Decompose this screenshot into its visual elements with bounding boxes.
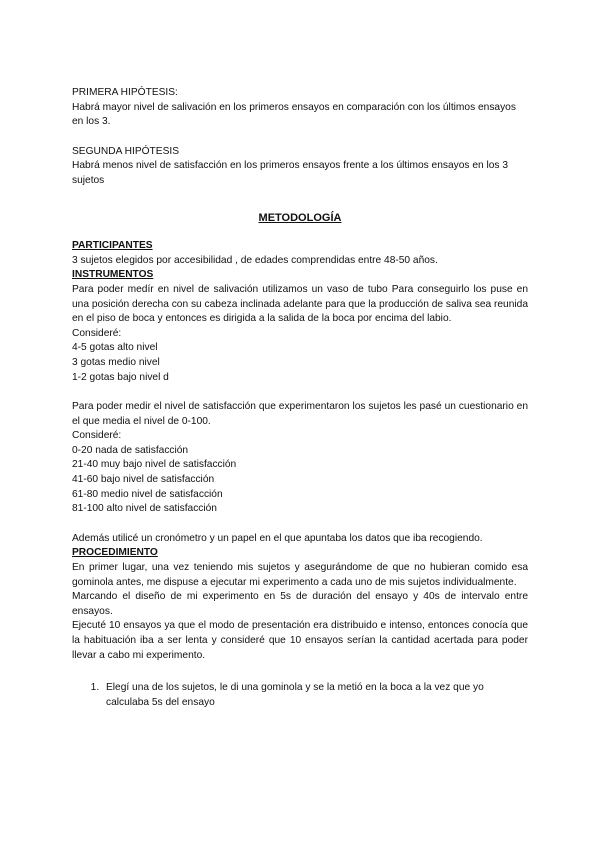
hypothesis-1-label: PRIMERA HIPÓTESIS: [72, 87, 178, 98]
saliva-level-item: 3 gotas medio nivel [72, 356, 160, 368]
saliva-method-text: Para poder medír en nivel de salivación utilizamos un vaso de tubo Para conseguirlo los puse en una posición derecha con su cabeza inclinada adelante para que la producción de saliva sea reunida en el piso de boca y entonces es dirigida a la salida de la boca por encima del labio. [72, 283, 528, 325]
procedure-steps-list [72, 681, 528, 710]
instruments-heading: INSTRUMENTOS [72, 269, 154, 281]
participants-text: 3 sujetos elegidos por accesibilidad , de edades comprendidas entre 48-50 años. [72, 254, 438, 266]
procedure-heading: PROCEDIMIENTO [72, 547, 158, 559]
satisfaction-method-text: Para poder medir el nivel de satisfacción que experimentaron los sujetos les pasé un cuestionario en el que media el nivel de 0-100. [72, 401, 528, 427]
procedure-paragraph-1: En primer lugar, una vez teniendo mis sujetos y asegurándome de que no hubieran comido esa gominola antes, me dispuse a ejecutar mi experimento a cada uno de mis sujetos individualmente. [72, 562, 528, 588]
procedure-paragraph-2: Marcando el diseño de mi experimento en 5s de duración del ensayo y 40s de intervalo entre ensayos. [72, 591, 528, 617]
satisfaction-level-item: 61-80 medio nivel de satisfacción [72, 488, 223, 500]
hypothesis-1-text: Habrá mayor nivel de salivación en los primeros ensayos en comparación con los últimos ensayos en los 3. [72, 101, 516, 128]
satisfaction-level-item: 21-40 muy bajo nivel de satisfacción [72, 459, 237, 471]
hypothesis-2-label: SEGUNDA HIPÓTESIS [72, 145, 179, 157]
saliva-level-item: 1-2 gotas bajo nivel d [72, 371, 169, 383]
document-body [72, 86, 528, 710]
methodology-title: METODOLOGÍA [258, 211, 342, 224]
satisfaction-consider-label: Consideré: [72, 430, 122, 442]
hypothesis-2-text: Habrá menos nivel de satisfacción en los primeros ensayos frente a los últimos ensayos en los 3 sujetos [72, 160, 509, 186]
satisfaction-level-item: 41-60 bajo nivel de satisfacción [72, 474, 215, 486]
saliva-level-item: 4-5 gotas alto nivel [72, 342, 158, 354]
participants-heading: PARTICIPANTES [72, 240, 153, 252]
procedure-step-item: 1. Elegí una de los sujetos, le di una gominola y se la metió en la boca a la vez que yo calculaba 5s del ensayo [102, 681, 528, 710]
satisfaction-level-item: 81-100 alto nivel de satisfacción [72, 503, 217, 515]
saliva-consider-label: Consideré: [72, 327, 122, 339]
procedure-paragraph-3: Ejecuté 10 ensayos ya que el modo de presentación era distribuido e intenso, entonces conocía que la habituación iba a ser lenta y consideré que 10 ensayos serían la cantidad acertada para poder llevar a cabo mi experimento. [72, 620, 528, 661]
extra-instruments-text: Además utilicé un cronómetro y un papel en el que apuntaba los datos que iba recogiendo. [72, 532, 483, 544]
satisfaction-level-item: 0-20 nada de satisfacción [72, 444, 189, 456]
